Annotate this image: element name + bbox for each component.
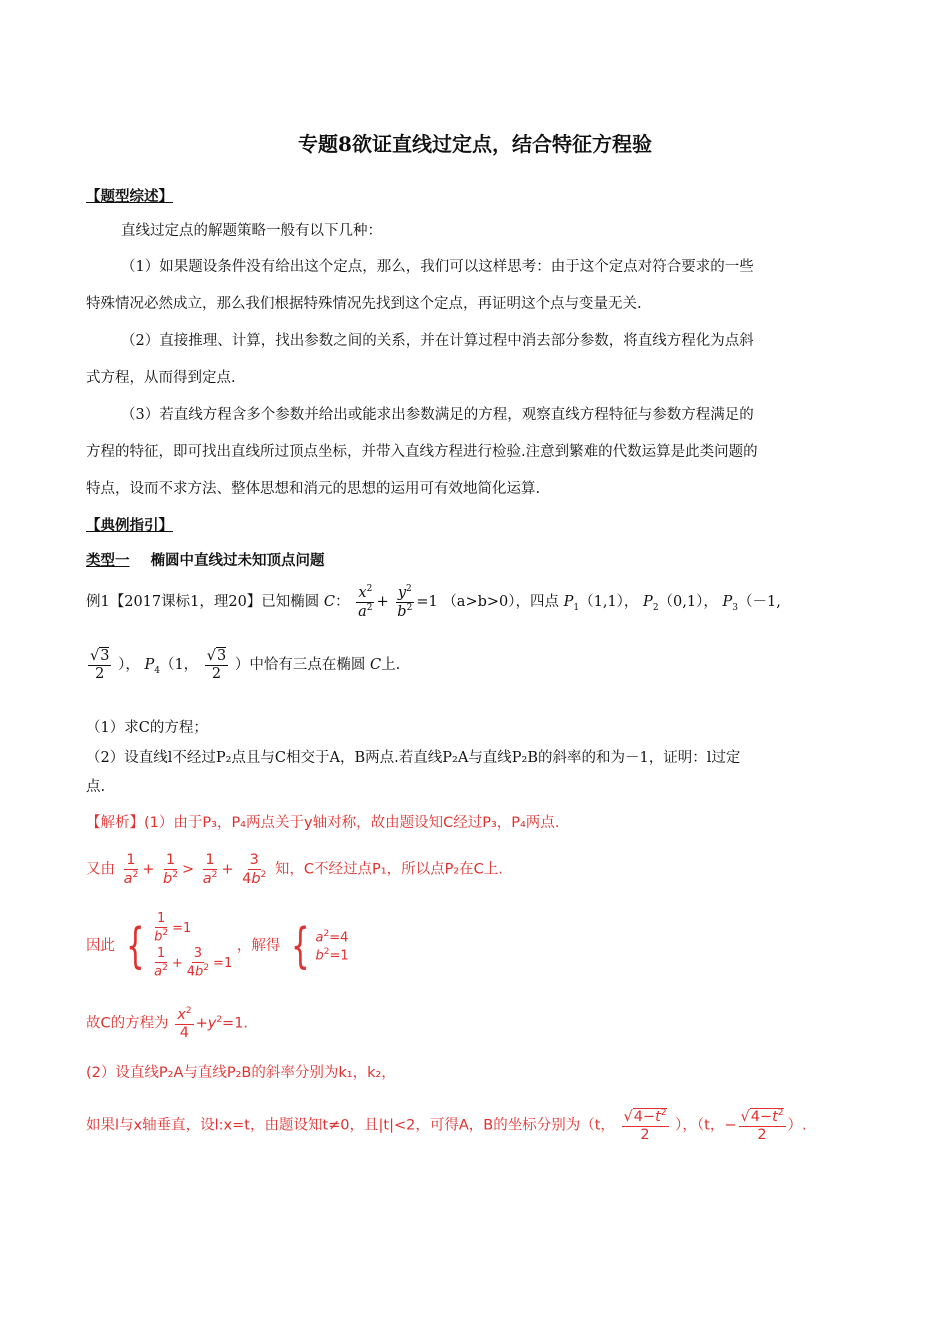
point3-line2: 方程的特征，即可找出直线所过顶点坐标，并带入直线方程进行检验.注意到繁难的代数运算是此类问题的 (86, 444, 758, 460)
on-ellipse-text: 上. (381, 657, 401, 674)
point2-line1: （2）直接推理、计算，找出参数之间的关系，并在计算过程中消去部分参数，将直线方程化为点斜 (121, 333, 754, 349)
point-p1: （1,1）， (579, 594, 639, 610)
frac-x2-4: $\frac{x^2}{4}$ (177, 1006, 192, 1041)
ellipse-condition: （a>b>0），四点 (442, 594, 560, 610)
question2-line1: （2）设直线l不经过P₂点且与C相交于A，B两点.若直线P₂A与直线P₂B的斜率的和为－1，证明：l过定 (86, 750, 741, 766)
ellipse-C: C (323, 594, 336, 610)
solution-line4: 故C的方程为 $\frac{x^2}{4}$ $+y^2=1$. (86, 1006, 249, 1041)
solution-line5: (2）设直线P₂A与直线P₂B的斜率分别为k₁，k₂， (86, 1065, 396, 1081)
system-equations: { $\frac{1}{b^2}$ =1 $\frac{1}{a^2}$ + $\frac{3}{4b^2}$ =1 (125, 911, 233, 980)
solution-line3 (86, 912, 349, 980)
heading-examples: 【典例指引】 (86, 517, 173, 534)
system-solution: { $a^2=4$ $b^2=1$ (291, 918, 349, 975)
solution-line6: 如果l与x轴垂直，设l:x=t，由题设知t≠0，且|t|<2，可得A，B的坐标分别为（t， $\frac{√4-t^2}{2}$ ），（t，− $\frac{√4-t^2}{2}$ ）. (86, 1108, 807, 1143)
frac-1-b2: $\frac{1}{b^2}$ (163, 852, 178, 887)
heading-overview: 【题型综述】 (86, 188, 173, 205)
point-p2: （0,1）， (658, 594, 718, 610)
three-points-text: ）中恰有三点在椭圆 (234, 657, 366, 674)
type-title: 椭圆中直线过未知顶点问题 (150, 552, 325, 569)
sol-equation-of-C: 故C的方程为 (86, 1015, 169, 1032)
frac-x2-a2: $\frac{x^2}{a^2}$ (358, 584, 373, 620)
question2-line2: 点. (86, 779, 106, 795)
sol-therefore: 因此 (86, 938, 115, 955)
point1-line1: （1）如果题设条件没有给出这个定点，那么，我们可以这样思考：由于这个定点对符合要求的一些 (121, 259, 754, 275)
sol-know: 知，C不经过点P₁，所以点P₂在C上. (274, 861, 503, 878)
example-prefix: 例1【2017课标1，理20】已知椭圆 (86, 594, 320, 610)
sol-end: ）. (787, 1117, 807, 1134)
frac-sqrt-4-t2b: $\frac{√4-t^2}{2}$ (740, 1108, 784, 1143)
frac-y2-b2: $\frac{y^2}{b^2}$ (397, 584, 413, 620)
frac-1-a2b: $\frac{1}{a^2}$ (202, 852, 218, 887)
frac-sqrt3-2b: $\frac{√3}{2}$ (206, 648, 227, 682)
point3-line3: 特点，设而不求方法、整体思想和消元的思想的运用可有效地简化运算. (86, 481, 541, 497)
frac-sqrt3-2: $\frac{√3}{2}$ (90, 648, 110, 682)
point1-line2: 特殊情况必然成立，那么我们根据特殊情况先找到这个定点，再证明这个点与变量无关. (86, 296, 642, 312)
sol-solve: ，解得 (236, 938, 281, 955)
example-line2: $\frac{√3}{2}$ ）， $P_4(1$， $\frac{√3}{2}$ ）中恰有三点在椭圆 C上. (90, 648, 401, 682)
solution-line1: 【解析】(1）由于P₃，P₄两点关于y轴对称，故由题设知C经过P₃，P₄两点. (86, 815, 560, 831)
point-p3: （－1, (737, 594, 781, 610)
sol-second-point: ），（t， (675, 1117, 725, 1134)
frac-1-a2: $\frac{1}{a^2}$ (123, 852, 139, 887)
point-p4: （1， (159, 657, 199, 674)
intro-text: 直线过定点的解题策略一般有以下几种： (121, 223, 382, 239)
frac-3-4b2: $\frac{3}{4b^2}$ (242, 852, 267, 887)
type-heading (86, 549, 325, 570)
example-line1: 例1【2017课标1，理20】已知椭圆 C： $\frac{x^2}{a^2}$ + $\frac{y^2}{b^2}$ =1 （a>b>0），四点 $P_1(1,1)$， $P_2(0,1)$， $P_3(-1$, (86, 584, 781, 620)
type-label: 类型一 (86, 552, 130, 569)
point3-line1: （3）若直线方程含多个参数并给出或能求出参数满足的方程，观察直线方程特征与参数方程满足的 (121, 407, 754, 423)
sol-eq-end: =1. (222, 1015, 249, 1032)
question1: （1）求C的方程； (86, 720, 208, 736)
page-title: 专题8欲证直线过定点，结合特征方程验 (298, 132, 652, 156)
sol-if-vertical: 如果l与x轴垂直，设l:x=t，由题设知t≠0，且|t|<2，可得A，B的坐标分别为（t， (86, 1117, 615, 1134)
point2-line2: 式方程，从而得到定点. (86, 370, 236, 386)
sol-also: 又由 (86, 861, 115, 878)
point-p3-end: ）， (118, 657, 140, 674)
solution-line2: 又由 $\frac{1}{a^2}$ + $\frac{1}{b^2}$ > $\frac{1}{a^2}$ + $\frac{3}{4b^2}$ 知，C不经过点P₁，所以点P₂在C上. (86, 852, 503, 887)
frac-sqrt-4-t2: $\frac{√4-t^2}{2}$ (623, 1108, 667, 1143)
